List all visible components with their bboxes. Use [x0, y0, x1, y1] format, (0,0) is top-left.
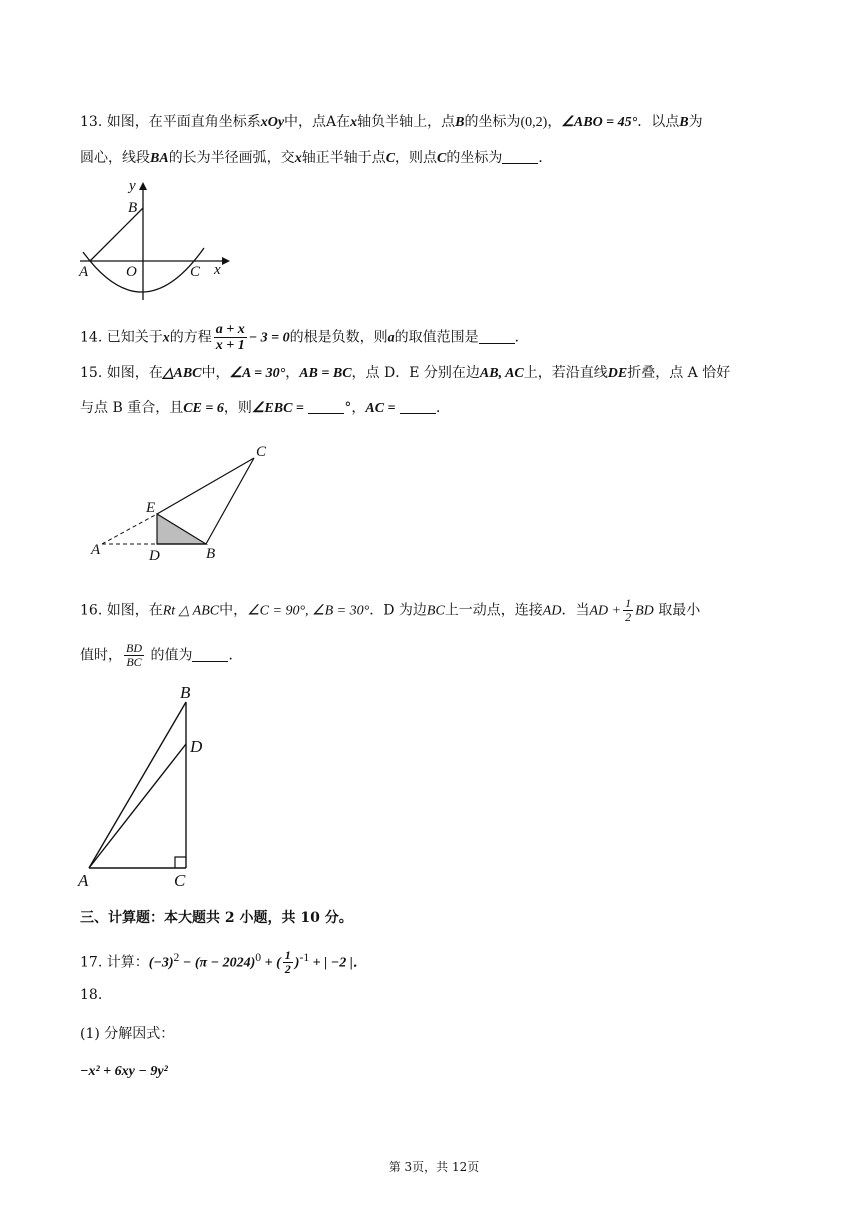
q16-label-c: C [174, 871, 186, 890]
q16-side-ab [89, 702, 186, 868]
q16-right-angle-mark [175, 857, 186, 868]
section-3-heading: 三、计算题：本大题共 2 小题，共 10 分。 [80, 910, 353, 926]
q13-x-arrow [222, 257, 230, 265]
q15-side-bc [206, 458, 254, 544]
q14-line: 14. 已知关于x的方程 $\frac{a + x}{x + 1}$ − 3 = 0的根是负数，则a的取值范围是 ． [80, 322, 529, 353]
q16-answer-blank[interactable] [192, 647, 228, 662]
q16-line-1: 16. 如图，在Rt △ ABC中，∠C = 90°, ∠B = 30°．D 为边BC上一动点，连接AD．当AD + $\frac{1}{2}$ BD 取最小 [80, 596, 701, 624]
q13-label-o: O [126, 264, 137, 280]
q13-label-x: x [214, 262, 221, 278]
q13-label-a: A [79, 264, 89, 280]
q16-label-a: A [78, 871, 89, 890]
q13-figure [76, 174, 236, 304]
q15-label-b: B [206, 546, 216, 562]
q15-line-2: 与点 B 重合，且CE = 6，则∠EBC = °，AC = ． [80, 400, 450, 416]
q16-label-d: D [190, 737, 203, 756]
q15-answer-blank-2[interactable] [400, 399, 436, 414]
q16-line-2: 值时， $\frac{BD}{BC}$ 的值为 ． [80, 641, 243, 669]
q15-label-c: C [256, 444, 267, 460]
q13-y-arrow [139, 182, 147, 190]
q16-figure [74, 680, 214, 890]
q15-figure [88, 438, 288, 563]
q18-number: 18. [80, 987, 103, 1003]
q15-side-ec [157, 458, 254, 514]
q18-part-1: (1) 分解因式： [80, 1026, 175, 1042]
q15-dashed-ae [102, 514, 157, 544]
q14-answer-blank[interactable] [479, 329, 515, 344]
q16-half-fraction: $\frac{1}{2}$ [625, 596, 632, 624]
q15-answer-blank-1[interactable] [308, 399, 344, 414]
q16-side-ad [89, 744, 186, 868]
q16-ratio-fraction: $\frac{BD}{BC}$ [126, 641, 142, 669]
q13-label-c: C [190, 264, 201, 280]
q13-answer-blank[interactable] [502, 149, 538, 164]
q15-label-d: D [149, 548, 160, 564]
q17-half-fraction: $\frac{1}{2}$ [284, 948, 291, 977]
q13-line-1: 13. 如图，在平面直角坐标系xOy中，点A在x轴负半轴上，点B的坐标为(0,2)，∠ABO = 45°．以点B为 [80, 114, 703, 130]
q13-line-2: 圆心，线段BA的长为半径画弧，交x轴正半轴于点C，则点C的坐标为 ． [80, 150, 553, 166]
q15-label-a: A [91, 542, 101, 558]
q18-expression: −x² + 6xy − 9y² [80, 1064, 168, 1079]
q13-label-y: y [129, 178, 136, 194]
q14-fraction: $\frac{a + x}{x + 1}$ [215, 322, 245, 353]
q15-line-1: 15. 如图，在△ABC中，∠A = 30°，AB = BC，点 D．E 分别在边AB, AC上，若沿直线DE折叠，点 A 恰好 [80, 365, 731, 381]
q16-label-b: B [180, 683, 191, 702]
page-footer: 第 3页，共 12页 [388, 1160, 480, 1174]
q15-shaded-triangle [157, 514, 206, 544]
q15-label-e: E [146, 500, 156, 516]
q13-label-b: B [128, 200, 138, 216]
q17-line: 17. 计算：$(-3)^2 - (\pi - 2024)^0$ + ( $\frac{1}{2}$ )$^{-1}$ + | −2 |． [80, 948, 367, 977]
